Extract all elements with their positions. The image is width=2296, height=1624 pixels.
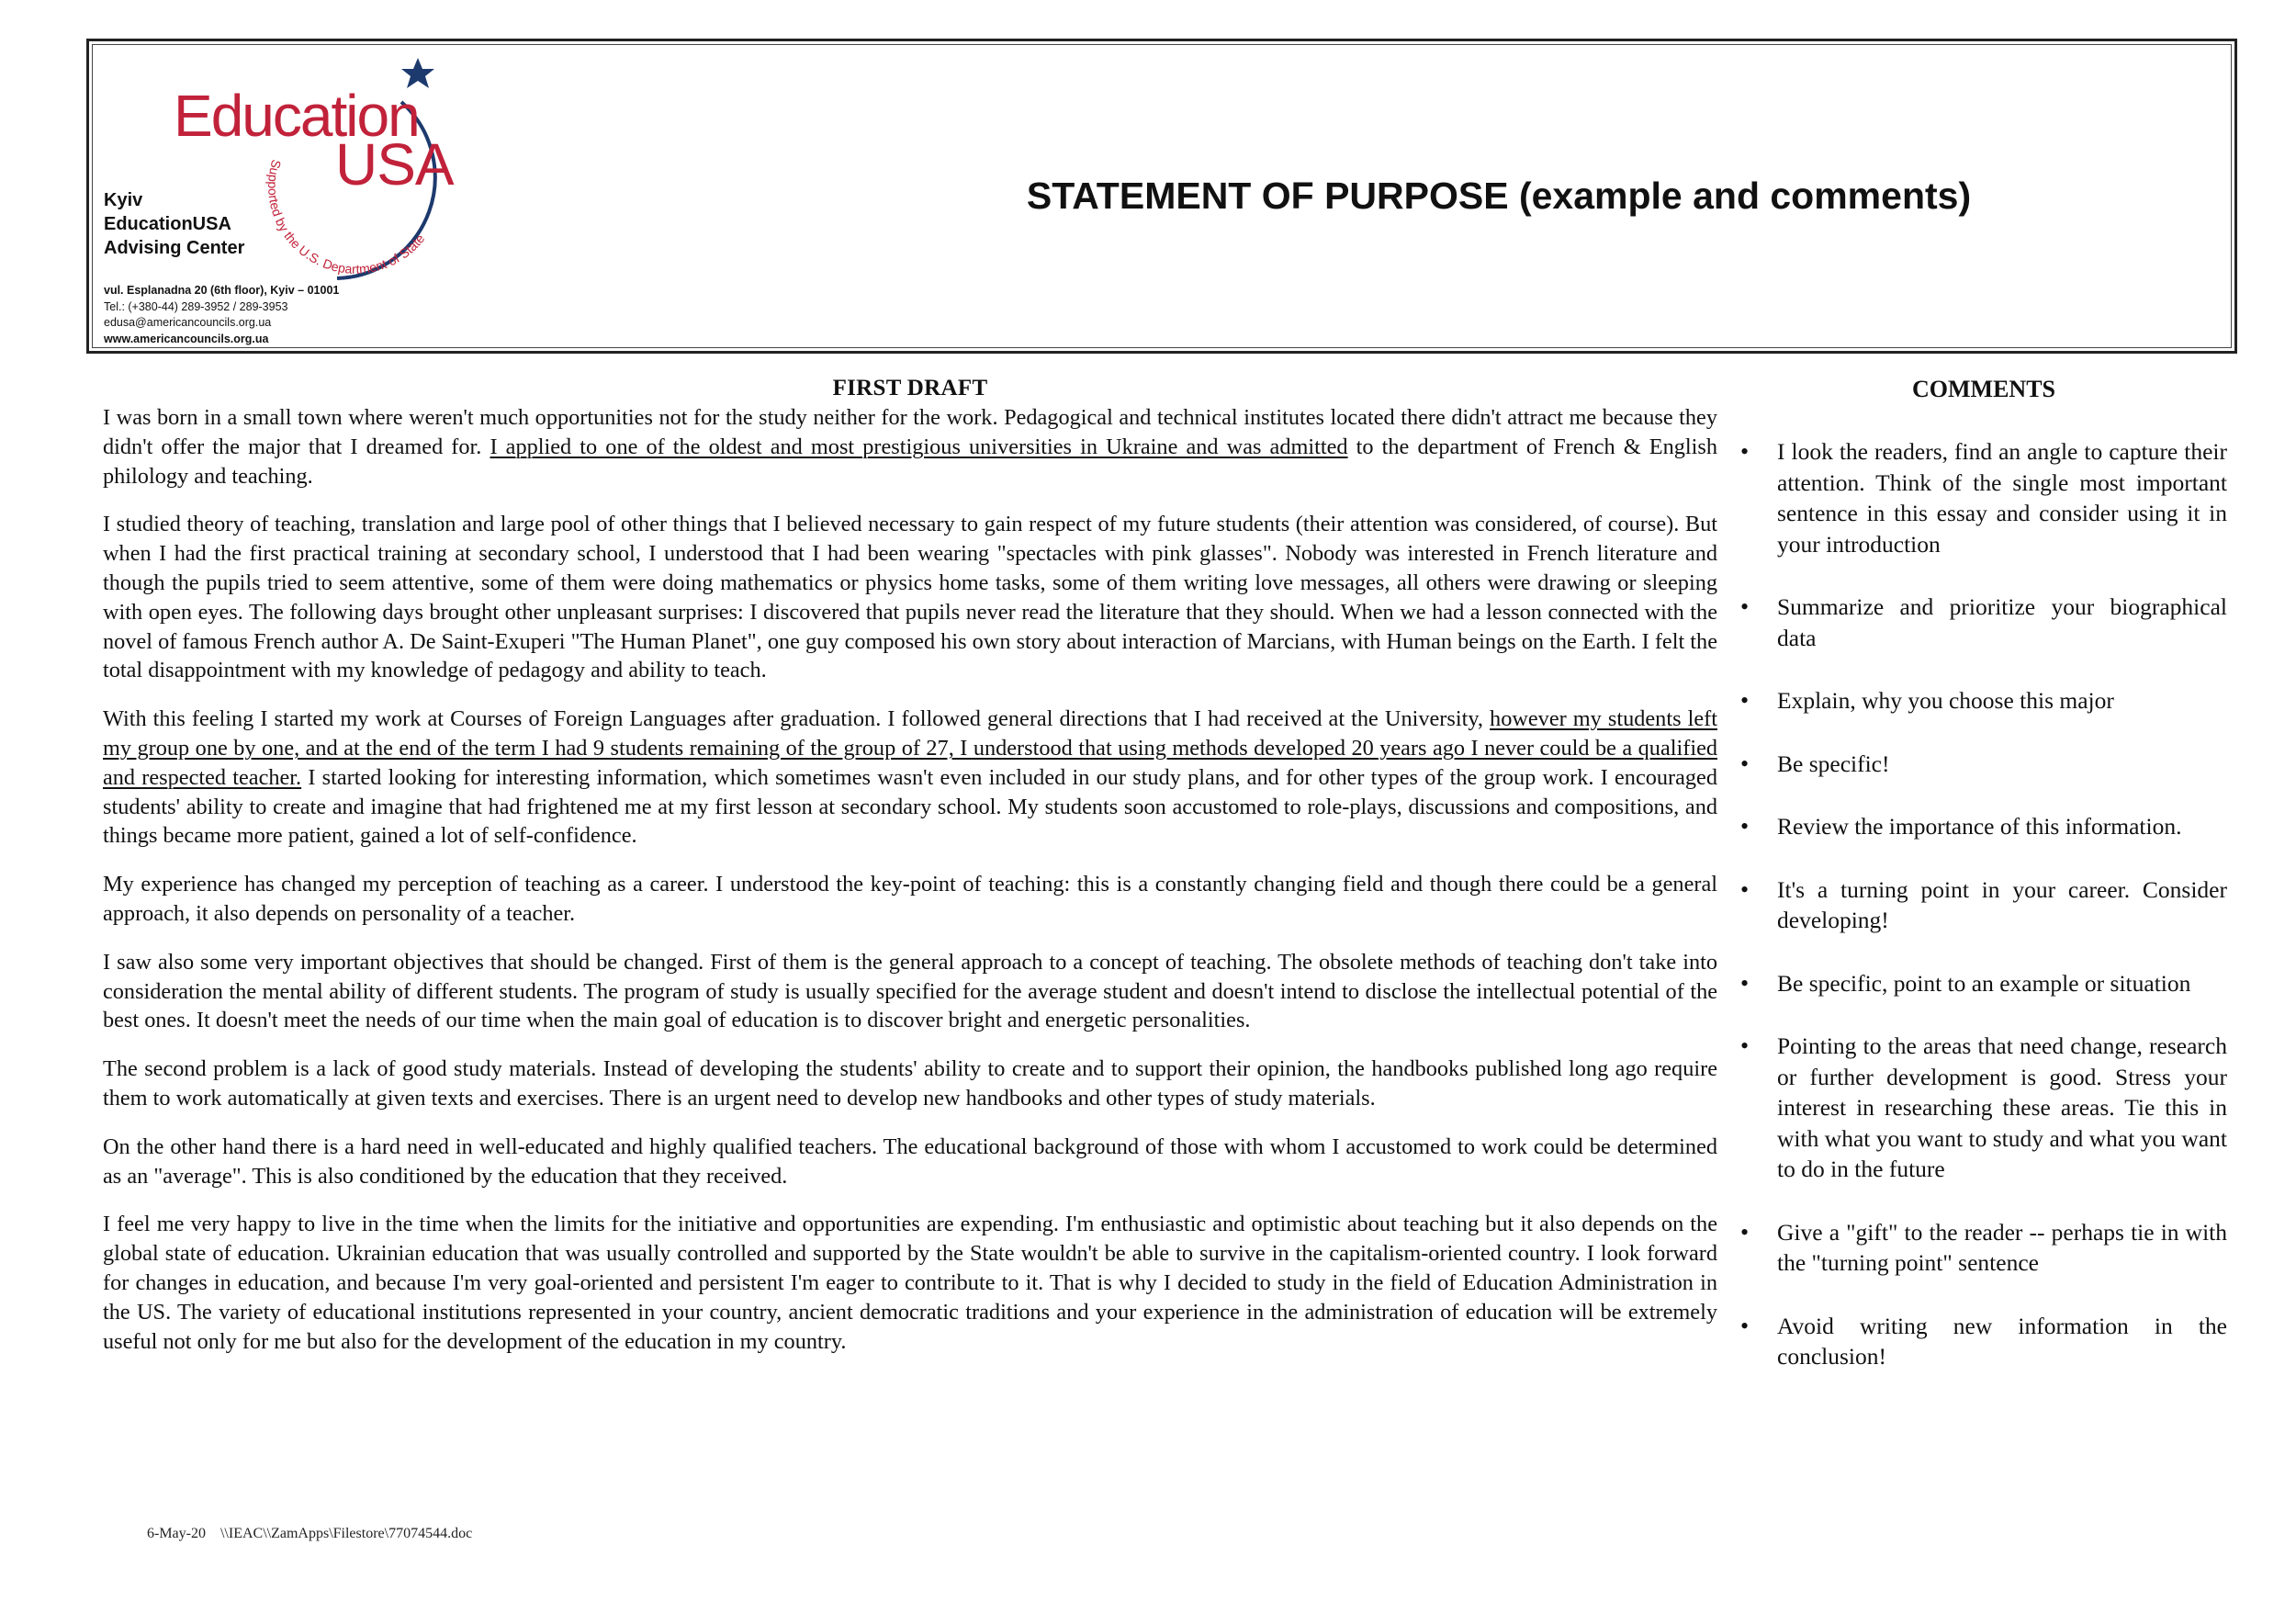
comment-item: • Explain, why you choose this major [1740, 685, 2227, 716]
draft-heading: FIRST DRAFT [832, 376, 988, 400]
comment-item: • Summarize and prioritize your biographical data [1740, 592, 2227, 653]
footer-date: 6-May-20 [147, 1526, 206, 1541]
footer-file-path: \\IEAC\\ZamApps\Filestore\77074544.doc [219, 1526, 473, 1541]
comment-item: • Be specific! [1740, 749, 2227, 780]
comment-item: • Avoid writing new information in the conclusion! [1740, 1311, 2227, 1372]
comments-column [1740, 374, 2227, 1404]
underlined-passage-2: however my students left my group one by one, and at the end of the term I had 9 students remaining of the group of 27, I understood that using methods developed 20 years ago I never could be a qualified and respected teacher. [103, 706, 1717, 790]
center-name [104, 188, 379, 260]
comment-item: • I look the readers, find an angle to capture their attention. Think of the single most important sentence in this essay and consider using it in your introduction [1740, 436, 2227, 559]
comment-item: • Pointing to the areas that need change, research or further development is good. Stress your interest in researching these areas. Tie this in with what you want to study and what you want to do in the future [1740, 1031, 2227, 1185]
center-city: Kyiv [104, 190, 143, 210]
center-org: EducationUSA [104, 214, 231, 234]
comment-item: • Be specific, point to an example or situation [1740, 968, 2227, 999]
draft-paragraph-3: With this feeling I started my work at Courses of Foreign Languages after graduation. I followed general directions that I had received at the University, however my students left my group one by one, and at the end of the term I had 9 students remaining of the group of 27, I understood that using methods developed 20 years ago I never could be a qualified and respected teacher. I started looking for interesting information, which sometimes wasn't even included in our study plans, and for other types of the group work. I encouraged students' ability to create and imagine that had frightened me at my first lesson at secondary school. My students soon accustomed to role-plays, discussions and compositions, and things became more patient, gained a lot of self-confidence. [103, 706, 1717, 849]
comments-heading: COMMENTS [1912, 376, 2055, 402]
center-type: Advising Center [104, 238, 245, 258]
draft-paragraph-1: I was born in a small town where weren't much opportunities not for the study neither for the work. Pedagogical and technical institutes located there didn't attract me because they didn't offer the major that I dreamed for. I applied to one of the oldest and most prestigious universities in Ukraine and was admitted to the department of French & English philology and teaching. [103, 405, 1717, 489]
educationusa-logo [172, 49, 484, 288]
email-link[interactable]: edusa@americancouncils.org.ua [104, 316, 272, 329]
draft-paragraph-7: On the other hand there is a hard need in well-educated and highly qualified teachers. The educational background of those with whom I accustomed to work could be determined as an "average". This is also conditioned by the education that they received. [103, 1133, 1717, 1189]
document-title: STATEMENT OF PURPOSE (example and comments) [1026, 175, 1972, 217]
logo-word-education: Education [174, 83, 419, 149]
draft-paragraph-8: I feel me very happy to live in the time when the limits for the initiative and opportunities are expending. I'm enthusiastic and optimistic about teaching but it also depends on the global state of education. Ukrainian education that was usually controlled and supported by the State wouldn't be able to survive in the capitalism-oriented country. I look forward for changes in education, and because I'm very goal-oriented and persistent I'm eager to contribute to it. That is why I decided to study in the field of Education Administration in the US. The variety of educational institutions represented in your country, ancient democratic traditions and your experience in the administration of education will be extremely useful not only for me but also for the development of the education in my country. [103, 1212, 1717, 1354]
draft-paragraph-6: The second problem is a lack of good study materials. Instead of developing the students' ability to create and to support their opinion, the handbooks published long ago require them to work automatically at given texts and exercises. There is an urgent need to develop new handbooks and other types of study materials. [103, 1056, 1717, 1111]
website-link[interactable]: www.americancouncils.org.ua [104, 332, 269, 345]
contact-block [104, 283, 490, 347]
document-footer [147, 1525, 483, 1543]
draft-paragraph-4: My experience has changed my perception of teaching as a career. I understood the key-point of teaching: this is a constantly changing field and though there could be a general approach, it also depends on personality of a teacher. [103, 872, 1717, 926]
phone: Tel.: (+380-44) 289-3952 / 289-3953 [104, 299, 288, 313]
first-draft-column [103, 373, 1717, 1375]
logo-arc [337, 102, 435, 278]
address: vul. Esplanadna 20 (6th floor), Kyiv – 01001 [104, 284, 340, 297]
comment-item: • Give a "gift" to the reader -- perhaps tie in with the "turning point" sentence [1740, 1217, 2227, 1279]
logo-word-usa: USA [335, 131, 454, 197]
letterhead [86, 39, 2237, 354]
draft-paragraph-2: I studied theory of teaching, translation and large pool of other things that I believed necessary to gain respect of my future students (their attention was considered, of course). But when I had the first practical training at secondary school, I understood that I had been wearing "spectacles with pink glasses". Nobody was interested in French literature and though the pupils tried to seem attentive, some of them were doing mathematics or physics home tasks, some of them writing love messages, all others were drawing or sleeping with open eyes. The following days brought other unpleasant surprises: I discovered that pupils never read the literature that they should. When we had a lesson connected with the novel of famous French author A. De Saint-Exuperi "The Human Planet", one guy composed his own story about interaction of Marcians, with Human beings on the Earth. I felt the total disappointment with my knowledge of pedagogy and ability to teach. [103, 512, 1717, 683]
star-icon [401, 58, 434, 88]
underlined-passage-1: I applied to one of the oldest and most prestigious universities in Ukraine and was admitted [490, 434, 1348, 459]
comments-list [1740, 436, 2227, 1372]
logo-tagline: Supported by the U.S. Department of State [265, 158, 428, 276]
comment-item: • It's a turning point in your career. Consider developing! [1740, 874, 2227, 936]
comment-item: • Review the importance of this information. [1740, 811, 2227, 842]
draft-paragraph-5: I saw also some very important objectives that should be changed. First of them is the general approach to a concept of teaching. The obsolete methods of teaching don't take into consideration the mental ability of different students. The program of study is usually specified for the average student and doesn't intend to disclose the intellectual potential of the best ones. It doesn't meet the needs of our time when the main goal of education is to discover bright and energetic personalities. [103, 949, 1717, 1033]
